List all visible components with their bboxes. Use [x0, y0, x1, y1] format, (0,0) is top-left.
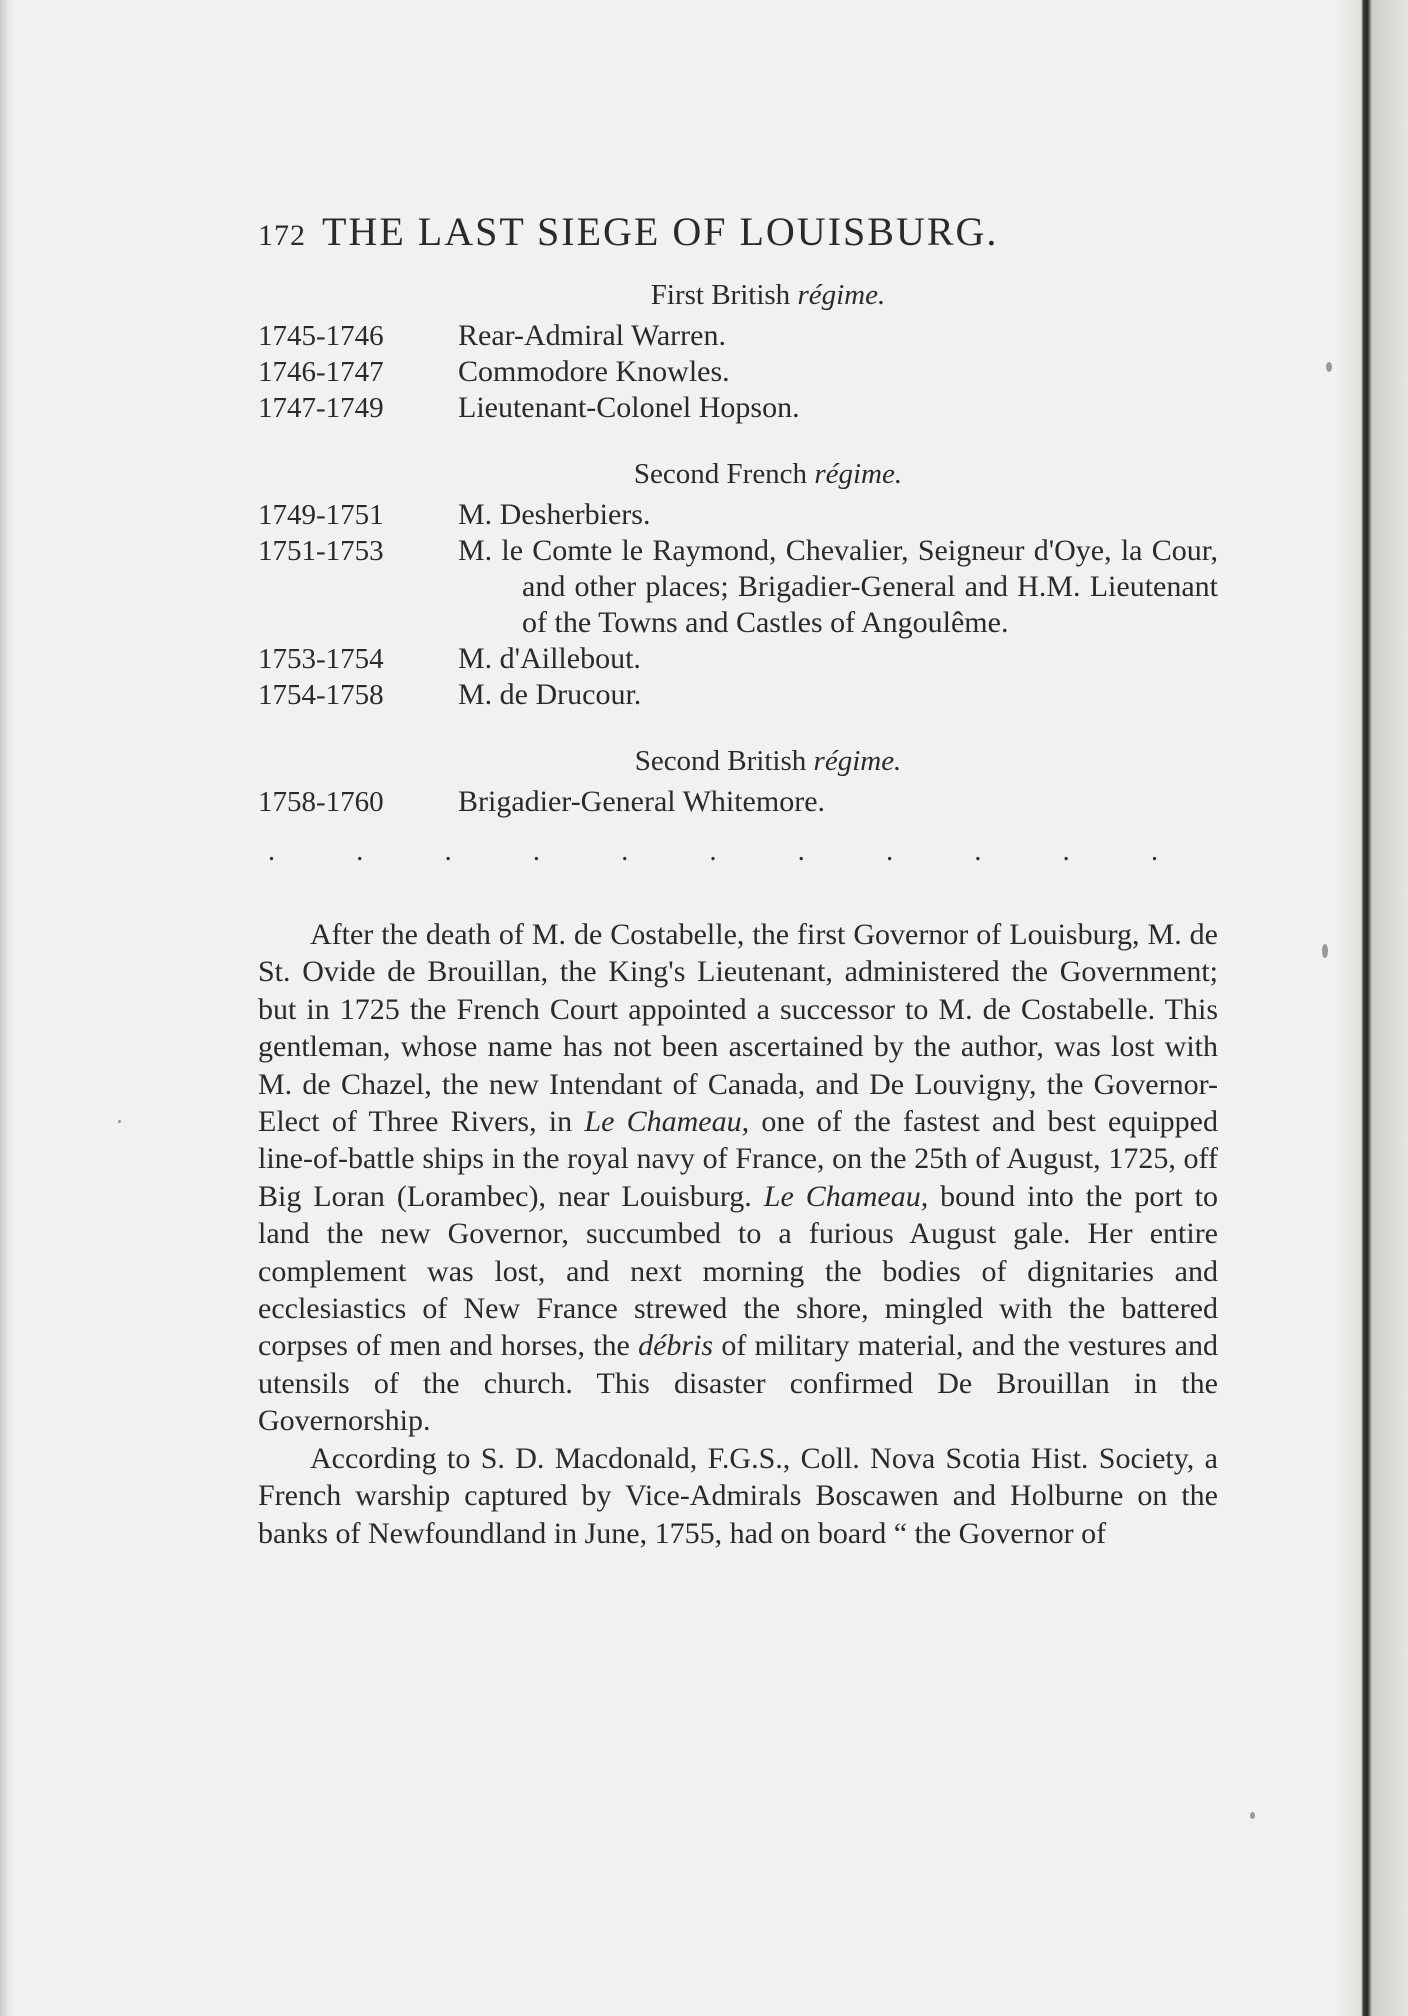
text-run: After the death of M. de Costabelle, the first Governor of Louisburg, M. de St. Ovide de Brouillan, the King's Lieutenant, administered the Government; but in 1725 the French Court appointed a successor to M. de Costabelle. This gentleman, whose name has not been ascertained by the author, was lost with M. de Chazel, the new Intendant of Canada, and De Louvigny, the Governor-Elect of Three Rivers, in [258, 918, 1218, 1139]
section-heading-text: Second French [633, 458, 815, 490]
section-heading-italic: régime. [797, 279, 886, 311]
section-heading-first-british [258, 279, 1218, 312]
entry-name: M. d'Aillebout. [458, 642, 641, 675]
entry-name: M. Desherbiers. [458, 498, 651, 531]
ship-name: Le Chameau, [584, 1105, 750, 1139]
running-head [258, 208, 1218, 255]
spacer [258, 713, 1218, 741]
entry-name: M. le Comte le Raymond, Chevalier, Seigneur d'Oye, la Cour, and other places; Brigadier-General and H.M. Lieutenant of the Towns and Castles of Angoulême. [458, 534, 1218, 639]
running-title: THE LAST SIEGE OF LOUISBURG. [322, 209, 999, 254]
separator-dot: . [356, 836, 364, 867]
governor-entry [258, 677, 1218, 713]
entry-years: 1754-1758 [258, 679, 384, 711]
section-heading-second-british [258, 745, 1218, 778]
section-heading-text: First British [650, 279, 798, 311]
entry-years: 1758-1760 [258, 786, 384, 818]
scan-right-edge [1336, 0, 1408, 2016]
book-page [258, 208, 1218, 1552]
entry-years: 1749-1751 [258, 499, 384, 531]
scan-left-edge [0, 0, 14, 2016]
dot-separator [258, 820, 1188, 868]
governor-entry [258, 318, 1218, 354]
entry-years: 1745-1746 [258, 320, 384, 352]
paragraph [258, 916, 1218, 1440]
separator-dot: . [886, 836, 894, 867]
ship-name: Le Chameau, [763, 1179, 929, 1213]
entry-years: 1746-1747 [258, 356, 384, 388]
entry-years: 1753-1754 [258, 643, 384, 675]
entry-name: Commodore Knowles. [458, 355, 730, 388]
separator-dot: . [1150, 836, 1158, 867]
section-heading-second-french [258, 458, 1218, 491]
governor-entry [258, 354, 1218, 390]
governor-entry [258, 641, 1218, 677]
entry-name: Lieutenant-Colonel Hopson. [458, 391, 800, 424]
body-text [258, 916, 1218, 1552]
text-run: of military material, and the vestures and utensils of the church. This disaster confirmed De Brouillan in the Governorship. [258, 1329, 1219, 1438]
entry-name: Rear-Admiral Warren. [458, 319, 726, 352]
separator-dot: . [1062, 836, 1070, 867]
separator-dot: . [974, 836, 982, 867]
section-heading-italic: régime. [814, 458, 903, 490]
separator-dot: . [532, 836, 540, 867]
text-run: one of the fastest and best equipped line-of-battle ships in the royal navy of France, on the 25th of August, 1725, off Big Loran (Lorambec), near Louisburg. [258, 1105, 1219, 1213]
ink-speck [1250, 1812, 1255, 1819]
entry-name: Brigadier-General Whitemore. [458, 785, 826, 818]
ink-speck [1322, 944, 1328, 958]
paragraph: According to S. D. Macdonald, F.G.S., Coll. Nova Scotia Hist. Society, a French warship captured by Vice-Admirals Boscawen and Holburne on the banks of Newfoundland in June, 1755, had on board “ the Governor of [258, 1441, 1218, 1550]
text-run: bound into the port to land the new Governor, succumbed to a furious August gale. Her entire complement was lost, and next morning the bodies of dignitaries and ecclesiastics of New France strewed the shore, mingled with the battered corpses of men and horses, the [258, 1179, 1218, 1363]
governor-entry [258, 390, 1218, 426]
entry-years: 1751-1753 [258, 535, 384, 567]
italic-word: débris [638, 1329, 714, 1363]
separator-dot: . [621, 836, 629, 867]
governor-entry [258, 497, 1218, 533]
governor-entry [258, 784, 1218, 820]
separator-dot: . [797, 836, 805, 867]
entry-years: 1747-1749 [258, 392, 384, 424]
page-number: 172 [258, 219, 306, 252]
ink-speck [118, 1120, 121, 1123]
governor-entry [258, 533, 1218, 641]
spacer [258, 426, 1218, 454]
section-heading-text: Second British [634, 745, 814, 777]
separator-dot: . [268, 836, 275, 867]
entry-name: M. de Drucour. [458, 678, 642, 711]
separator-dot: . [709, 836, 717, 867]
separator-dot: . [444, 836, 452, 867]
ink-speck [1326, 362, 1332, 372]
section-heading-italic: régime. [813, 745, 902, 777]
